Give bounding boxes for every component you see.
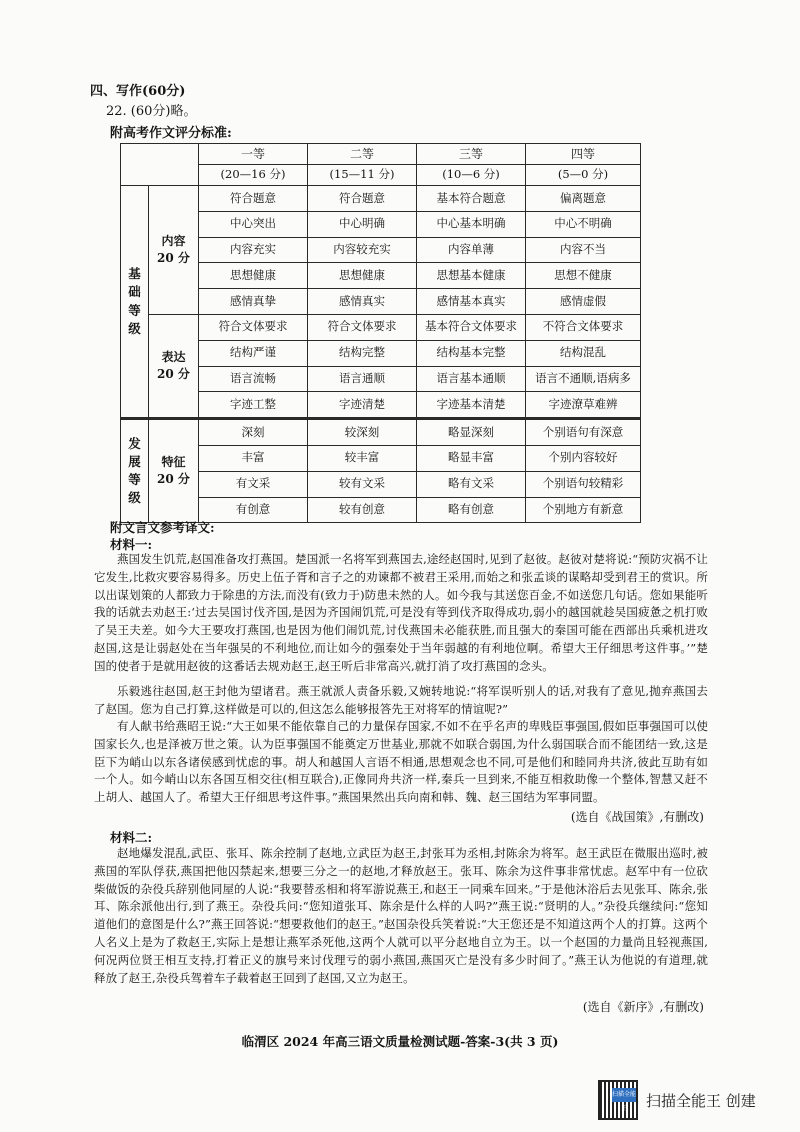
table-row xyxy=(121,419,641,446)
table-cell: 结构严谨 xyxy=(199,340,308,366)
table-cell: 偏离题意 xyxy=(526,186,641,212)
table-cell: 基本符合文体要求 xyxy=(417,314,526,340)
table-cell: 中心不明确 xyxy=(526,211,641,237)
table-cell: 有创意 xyxy=(199,497,308,523)
table-cell: 感情真挚 xyxy=(199,289,308,315)
table-row xyxy=(121,263,641,289)
table-cell: 感情虚假 xyxy=(526,289,641,315)
grade-name: 二等 xyxy=(308,144,417,165)
table-cell: 字迹基本清楚 xyxy=(417,392,526,419)
table-row xyxy=(121,186,641,212)
table-cell: 深刻 xyxy=(199,419,308,446)
table-cell: 符合文体要求 xyxy=(199,314,308,340)
table-row xyxy=(121,289,641,315)
table-cell: 个别内容较好 xyxy=(526,445,641,471)
material-one-title: 材料一: xyxy=(110,537,153,552)
grade-name: 四等 xyxy=(526,144,641,165)
table-cell: 语言不通顺,语病多 xyxy=(526,366,641,392)
grade-range: (15—11 分) xyxy=(308,165,417,186)
criterion-label: 特征 20 分 xyxy=(149,419,199,523)
table-row xyxy=(121,471,641,497)
table-cell: 略显丰富 xyxy=(417,445,526,471)
table-cell: 符合题意 xyxy=(308,186,417,212)
table-cell: 结构混乱 xyxy=(526,340,641,366)
table-cell: 内容较充实 xyxy=(308,237,417,263)
table-cell: 字迹潦草难辨 xyxy=(526,392,641,419)
grading-table xyxy=(120,143,641,523)
table-cell: 个别语句有深意 xyxy=(526,419,641,446)
table-cell: 略有创意 xyxy=(417,497,526,523)
source-citation: (选自《战国策》,有删改) xyxy=(570,810,704,824)
page-footer: 临渭区 2024 年高三语文质量检测试题-答案-3(共 3 页) xyxy=(241,1034,559,1049)
table-cell: 语言流畅 xyxy=(199,366,308,392)
question-22: 22. (60分)略。 xyxy=(106,104,197,119)
table-row xyxy=(121,314,641,340)
table-cell: 感情基本真实 xyxy=(417,289,526,315)
table-cell: 语言基本通顺 xyxy=(417,366,526,392)
material-two-title: 材料二: xyxy=(110,830,153,845)
grade-range: (20—16 分) xyxy=(199,165,308,186)
table-cell: 内容不当 xyxy=(526,237,641,263)
table-cell: 中心突出 xyxy=(199,211,308,237)
table-cell: 较深刻 xyxy=(308,419,417,446)
table-row xyxy=(121,445,641,471)
table-cell: 不符合文体要求 xyxy=(526,314,641,340)
table-cell: 符合文体要求 xyxy=(308,314,417,340)
grade-range: (5—0 分) xyxy=(526,165,641,186)
table-cell: 丰富 xyxy=(199,445,308,471)
level-group-label: 基 础 等 级 xyxy=(121,186,149,419)
table-cell: 字迹工整 xyxy=(199,392,308,419)
scanner-watermark: 扫描全能王 创建 xyxy=(646,1092,756,1110)
table-cell: 较有文采 xyxy=(308,471,417,497)
table-cell: 结构基本完整 xyxy=(417,340,526,366)
table-cell: 中心明确 xyxy=(308,211,417,237)
table-cell: 思想基本健康 xyxy=(417,263,526,289)
table-cell: 思想健康 xyxy=(199,263,308,289)
reference-translation-title: 附文言文参考译文: xyxy=(110,520,215,535)
table-cell: 略显深刻 xyxy=(417,419,526,446)
table-cell: 较丰富 xyxy=(308,445,417,471)
material-one-paragraph-2: 乐毅逃往赵国,赵王封他为望诸君。燕王就派人责备乐毅,又婉转地说:“将军误听别人的话,对我有了意见,抛弃燕国去了赵国。您为自己打算,这样做是可以的,但这怎么能够报答先王对将军的情谊呢?” xyxy=(94,684,708,716)
grade-range-row xyxy=(121,165,641,186)
table-cell: 思想不健康 xyxy=(526,263,641,289)
table-cell: 个别地方有新意 xyxy=(526,497,641,523)
table-cell: 基本符合题意 xyxy=(417,186,526,212)
table-row xyxy=(121,392,641,419)
table-cell: 字迹清楚 xyxy=(308,392,417,419)
grade-name: 三等 xyxy=(417,144,526,165)
scanner-badge: 扫描全能王 xyxy=(612,1088,636,1102)
table-cell: 符合题意 xyxy=(199,186,308,212)
table-row xyxy=(121,340,641,366)
grade-name: 一等 xyxy=(199,144,308,165)
table-cell: 结构完整 xyxy=(308,340,417,366)
table-cell: 思想健康 xyxy=(308,263,417,289)
table-cell: 有文采 xyxy=(199,471,308,497)
grading-standard-title: 附高考作文评分标准: xyxy=(110,126,232,141)
table-cell: 略有文采 xyxy=(417,471,526,497)
criterion-label: 内容 20 分 xyxy=(149,186,199,315)
table-cell: 较有创意 xyxy=(308,497,417,523)
criterion-label: 表达 20 分 xyxy=(149,314,199,418)
table-row xyxy=(121,237,641,263)
material-two-paragraph: 赵地爆发混乱,武臣、张耳、陈余控制了赵地,立武臣为赵王,封张耳为丞相,封陈余为将军。赵王武臣在微服出巡时,被燕国的军队俘获,燕国把他囚禁起来,想要三分之一的赵地,才释放赵王。张耳、陈余为这件事非常忧虑。赵军中有一位砍柴做饭的杂役兵辞别他同屋的人说:“我要替丞相和将军游说燕王,和赵王一同乘车回来。”于是他沐浴后去见张耳、陈余,张耳、陈余派他出行,到了燕王。杂役兵问:“您知道张耳、陈余是什么样的人吗?”燕王说:“贤明的人。”杂役兵继续问:“您知道他们的意图是什么?”燕王回答说:“想要救他们的赵王。”赵国杂役兵笑着说:“大王您还是不知道这两个人的打算。这两个人名义上是为了救赵王,实际上是想让燕军杀死他,这两个人就可以平分赵地自立为王。以一个赵国的力量尚且轻视燕国,何况两位贤王相互支持,打着正义的旗号来讨伐理亏的弱小燕国,燕国灭亡是没有多少时间了。”燕王认为他说的有道理,就释放了赵王,杂役兵驾着车子载着赵王回到了赵国,又立为赵王。 xyxy=(94,846,708,985)
table-corner xyxy=(121,144,199,186)
material-one-paragraph-1: 燕国发生饥荒,赵国准备攻打燕国。楚国派一名将军到燕国去,途经赵国时,见到了赵彼。赵彼对楚将说:“预防灾祸不让它发生,比救灾要容易得多。历史上伍子胥和言子之的劝谏都不被君王采用,而始之和张孟谈的谋略却受到君王的赏识。所以出谋划策的人都致力于除患的方法,而没有(致力于)防患未然的人。如今我与其送您百金,不如送您几句话。您如果能听我的话就去劝赵王:‘过去吴国讨伐齐国,是因为齐国闹饥荒,可是没有等到伐齐取得成功,弱小的越国就趁吴国疲惫之机打败了吴王夫差。如今大王要攻打燕国,也是因为他们闹饥荒,讨伐燕国未必能获胜,而且强大的秦国可能在西部出兵乘机进攻赵国,这是让弱赵处在当年强吴的不利地位,而让如今的强秦处于当年弱越的有利地位啊。希望大王仔细思考这件事。’”楚国的使者于是就用赵彼的这番话去规劝赵王,赵王听后非常高兴,就打消了攻打燕国的念头。 xyxy=(94,552,708,673)
section-title: 四、写作(60分) xyxy=(90,84,186,99)
table-cell: 感情真实 xyxy=(308,289,417,315)
table-cell: 语言通顺 xyxy=(308,366,417,392)
table-row xyxy=(121,366,641,392)
level-group-label: 发 展 等 级 xyxy=(121,419,149,523)
table-cell: 内容单薄 xyxy=(417,237,526,263)
table-cell: 内容充实 xyxy=(199,237,308,263)
table-cell: 中心基本明确 xyxy=(417,211,526,237)
source-citation: (选自《新序》,有删改) xyxy=(582,1000,704,1014)
table-row xyxy=(121,211,641,237)
grade-name-row xyxy=(121,144,641,165)
table-cell: 个别语句较精彩 xyxy=(526,471,641,497)
grade-range: (10—6 分) xyxy=(417,165,526,186)
material-one-paragraph-3: 有人献书给燕昭王说:“大王如果不能依靠自己的力量保存国家,不如不在乎名声的卑贱臣事强国,假如臣事强国可以使国家长久,也是泽被万世之策。认为臣事强国不能奠定万世基业,那就不如联合弱国,为什么弱国联合而不能团结一致,这是臣下为峭山以东各诸侯感到忧虑的事。胡人和越国人言语不相通,思想观念也不同,可是他们和睦同舟共济,彼此互助有如一个人。如今峭山以东各国互相交往(相互联合),正像同舟共济一样,秦兵一旦到来,不能互相救助像一个整体,智慧又赶不上胡人、越国人了。希望大王仔细思考这件事。”燕国果然出兵向南和韩、魏、赵三国结为军事同盟。 xyxy=(94,719,708,805)
